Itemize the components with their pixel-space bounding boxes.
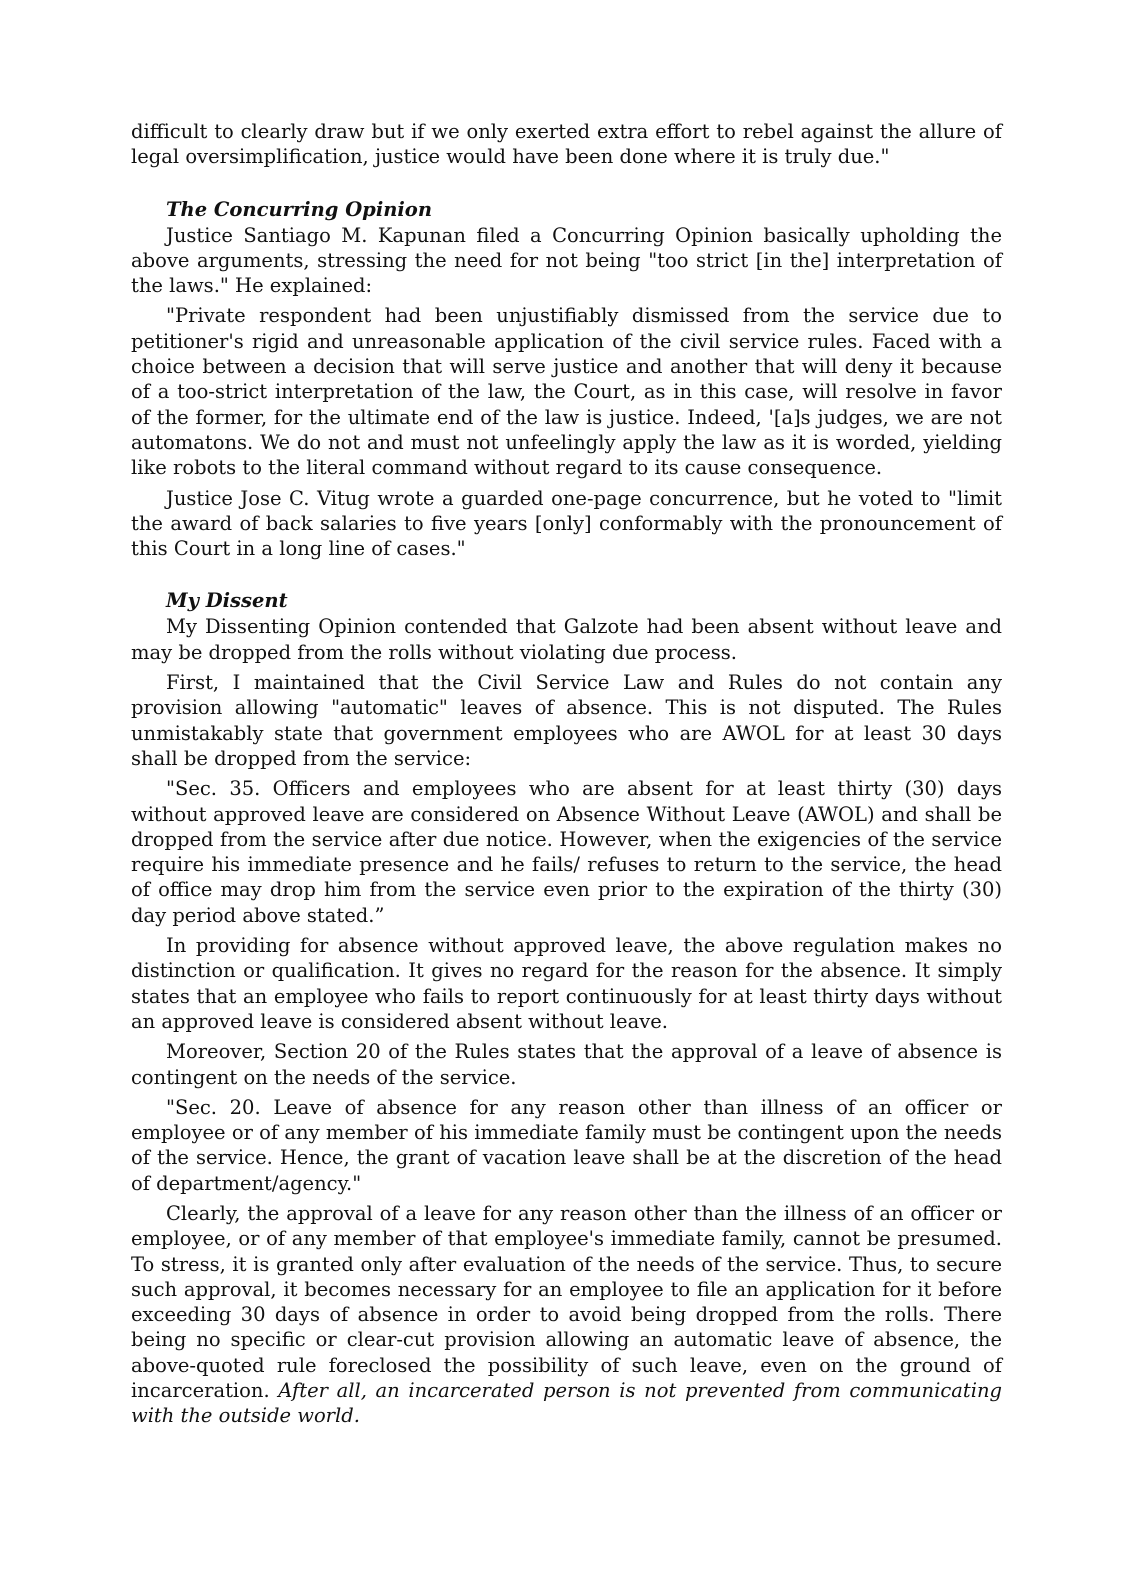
paragraph-sec35-quote: "Sec. 35. Officers and employees who are absent for at least thirty (30) days without approved leave are considered on Absence Without Leave (AWOL) and shall be dropped from the service after due notice. However, when the exigencies of the service require his immediate presence and he fails/ refuses to return to the service, the head of office may drop him from the service even prior to the expiration of the thirty (30) day period above stated.”: [131, 777, 1002, 927]
heading-my-dissent: My Dissent: [166, 589, 288, 613]
conclusion-italic-text: After all, an incarcerated person is not prevented from communicating with the outside world.: [131, 1379, 1002, 1428]
paragraph-kapunan-quote: "Private respondent had been unjustifiably dismissed from the service due to petitioner's rigid and unreasonable application of the civil service rules. Faced with a choice between a decision that will serve justice and another that will deny it because of a too-strict interpretation of the law, the Court, as in this case, will resolve in favor of the former, for the ultimate end of the law is justice. Indeed, '[a]s judges, we are not automatons. We do not and must not unfeelingly apply the law as it is worded, yielding like robots to the literal command without regard to its cause consequence.: [131, 304, 1002, 480]
paragraph-dissent-intro: My Dissenting Opinion contended that Galzote had been absent without leave and may be dropped from the rolls without violating due process.: [131, 615, 1002, 664]
paragraph-section20-intro: Moreover, Section 20 of the Rules states that the approval of a leave of absence is contingent on the needs of the service.: [131, 1040, 1002, 1089]
paragraph-vitug-concurrence: Justice Jose C. Vitug wrote a guarded one-page concurrence, but he voted to "limit the award of back salaries to five years [only] conformably with the pronouncement of this Court in a long line of cases.": [131, 486, 1002, 561]
paragraph-continuation: difficult to clearly draw but if we only exerted extra effort to rebel against the allure of legal oversimplification, justice would have been done where it is truly due.": [131, 120, 1002, 169]
conclusion-text: Clearly, the approval of a leave for any reason other than the illness of an officer or employee, or of any member of that employee's immediate family, cannot be presumed. To stress, it is granted only after evaluation of the needs of the service. Thus, to secure such approval, it becomes necessary for an employee to file an application for it before exceeding 30 days of absence in order to avoid being dropped from the rolls. There being no specific or clear-cut provision allowing an automatic leave of absence, the above-quoted rule foreclosed the possibility of such leave, even on the ground of incarceration.: [131, 1201, 1002, 1403]
paragraph-sec20-quote: "Sec. 20. Leave of absence for any reason other than illness of an officer or employee or of any member of his immediate family must be contingent upon the needs of the service. Hence, the grant of vacation leave shall be at the discretion of the head of department/agency.": [131, 1095, 1002, 1195]
paragraph-conclusion: [131, 1201, 1002, 1429]
heading-concurring-opinion: The Concurring Opinion: [166, 197, 432, 221]
paragraph-no-distinction: In providing for absence without approved leave, the above regulation makes no distinction or qualification. It gives no regard for the reason for the absence. It simply states that an employee who fails to report continuously for at least thirty days without an approved leave is considered absent without leave.: [131, 934, 1002, 1033]
document-page: [131, 119, 1002, 1429]
paragraph-first-argument: First, I maintained that the Civil Service Law and Rules do not contain any provision allowing "automatic" leaves of absence. This is not disputed. The Rules unmistakably state that government employees who are AWOL for at least 30 days shall be dropped from the service:: [131, 671, 1002, 770]
paragraph-kapunan-concurrence: Justice Santiago M. Kapunan filed a Concurring Opinion basically upholding the above arguments, stressing the need for not being "too strict [in the] interpretation of the laws." He explained:: [131, 223, 1002, 298]
